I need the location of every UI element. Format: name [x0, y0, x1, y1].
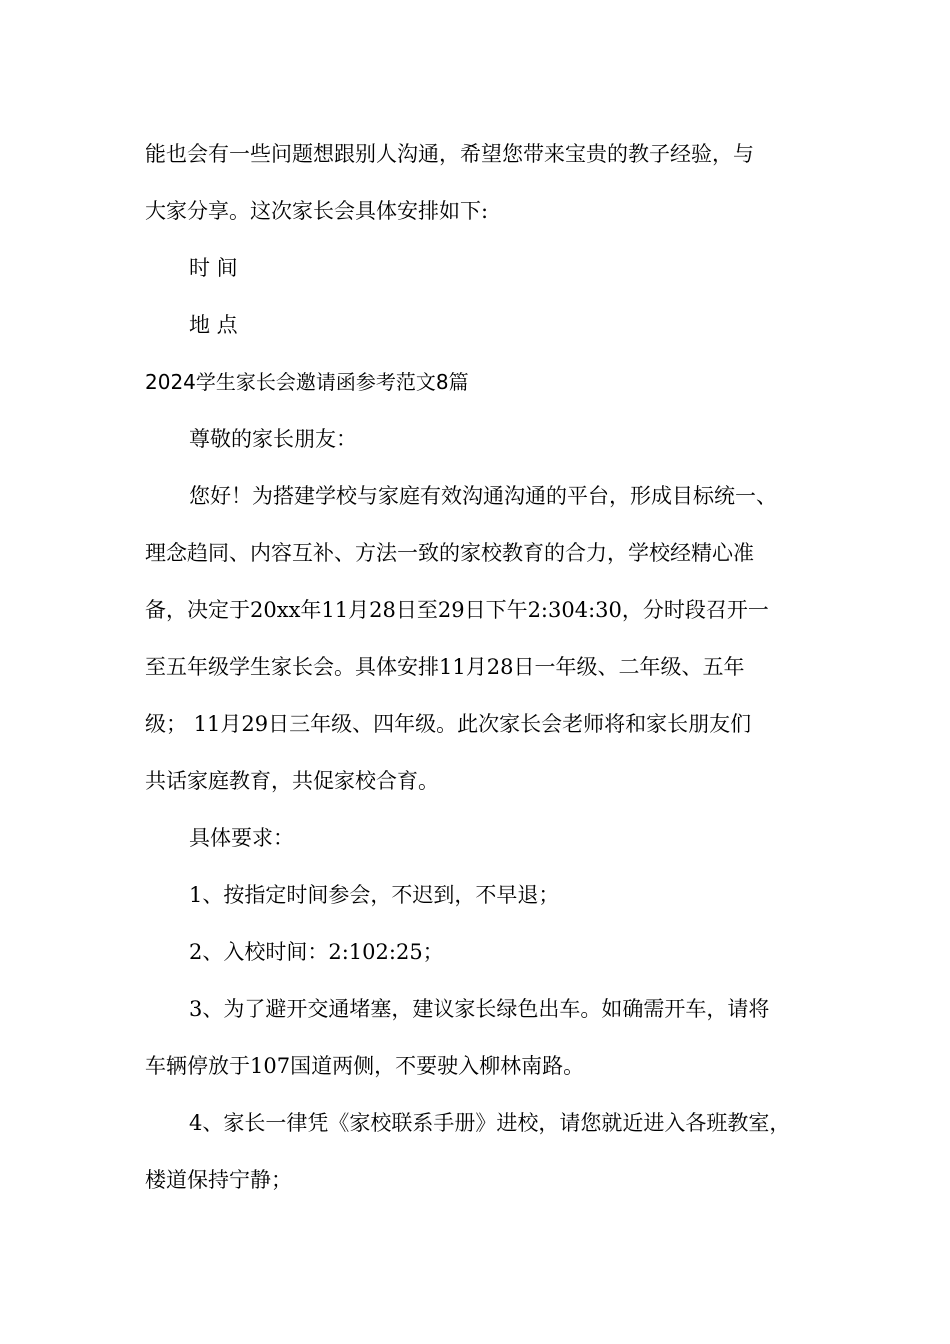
requirement-item: 3、为了避开交通堵塞，建议家长绿色出车。如确需开车，请将 [189, 997, 770, 1021]
schedule-time-label: 时 间 [189, 256, 238, 280]
paragraph-line: 级； 11月29日三年级、四年级。此次家长会老师将和家长朋友们 [145, 712, 752, 736]
salutation: 尊敬的家长朋友： [189, 427, 357, 451]
paragraph-line: 您好！为搭建学校与家庭有效沟通沟通的平台，形成目标统一、 [189, 484, 777, 508]
requirement-item: 1、按指定时间参会，不迟到，不早退； [189, 883, 560, 907]
section-title: 2024学生家长会邀请函参考范文8篇 [145, 370, 469, 394]
paragraph-line: 车辆停放于107国道两侧，不要驶入柳林南路。 [145, 1054, 585, 1078]
paragraph-line: 楼道保持宁静； [145, 1168, 292, 1192]
paragraph-line: 至五年级学生家长会。具体安排11月28日一年级、二年级、五年 [145, 655, 745, 679]
requirements-heading: 具体要求： [189, 826, 294, 850]
schedule-place-label: 地 点 [189, 313, 238, 337]
paragraph-line: 能也会有一些问题想跟别人沟通，希望您带来宝贵的教子经验，与 [145, 142, 754, 166]
paragraph-line: 共话家庭教育，共促家校合育。 [145, 769, 439, 793]
paragraph-line: 大家分享。这次家长会具体安排如下: [145, 199, 489, 223]
requirement-item: 2、入校时间：2:102:25； [189, 940, 444, 964]
paragraph-line: 备，决定于20xx年11月28日至29日下午2:304:30，分时段召开一 [145, 598, 769, 622]
document-body [145, 126, 835, 1209]
paragraph-line: 理念趋同、内容互补、方法一致的家校教育的合力，学校经精心准 [145, 541, 754, 565]
requirement-item: 4、家长一律凭《家校联系手册》进校，请您就近进入各班教室， [189, 1111, 791, 1135]
